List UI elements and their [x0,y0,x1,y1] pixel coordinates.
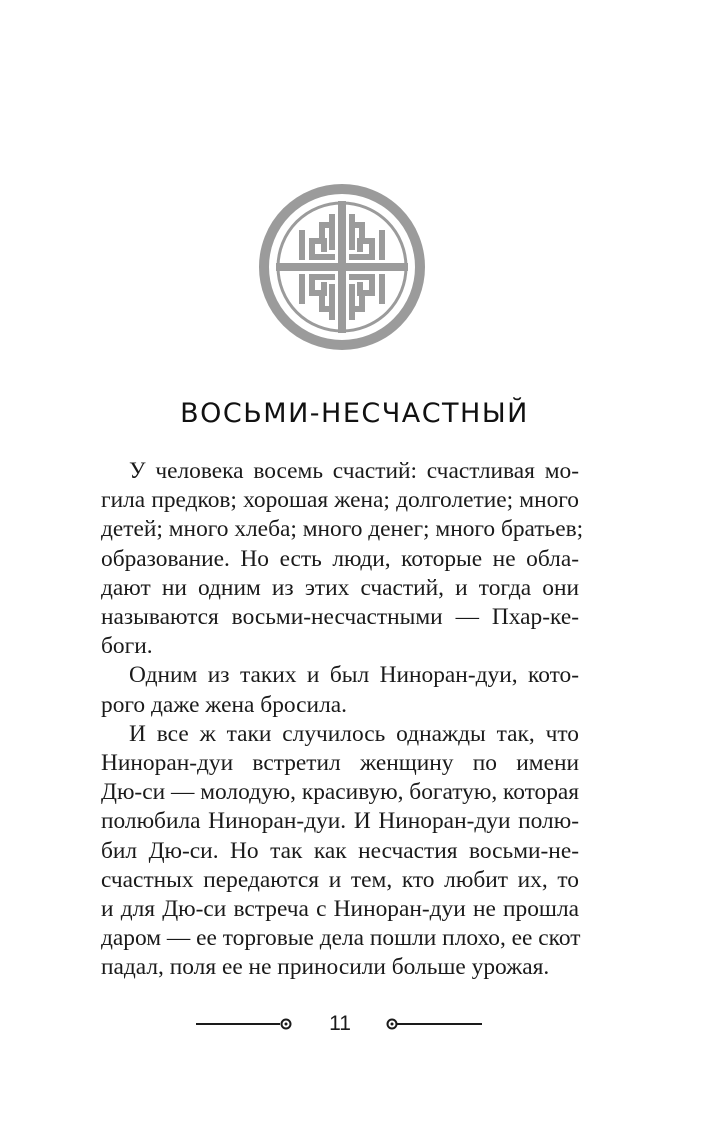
body-line: детей; много хлеба; много денег; много братьев; [101,516,584,543]
body-line: бил Дю-си. Но так как несчастия восьми-не- [101,837,579,864]
body-line: боги. [101,633,153,660]
body-line: дают ни одним из этих счастий, и тогда они [101,574,579,601]
body-line: даром — ее торговые дела пошли плохо, ее скот [101,925,581,952]
chapter-body [101,457,584,983]
page-number: 11 [329,1012,351,1035]
page-footer [196,1010,484,1038]
body-line: называются восьми-несчастными — Пхар-ке- [101,604,579,631]
shou-longevity-symbol-icon [258,183,426,351]
body-line: Одним из таких и был Ниноран-дуи, кото- [129,662,579,689]
body-line: счастных передаются и тем, кто любит их, то [101,866,579,893]
body-line: падал, поля ее не приносили больше урожая. [101,954,550,981]
body-line: И все ж таки случилось однажды так, что [129,720,579,747]
body-line: и для Дю-си встреча с Ниноран-дуи не прошла [101,896,579,923]
body-line: полюбила Ниноран-дуи. И Ниноран-дуи полю- [101,808,579,835]
body-line: рого даже жена бросила. [101,691,347,718]
body-line: Дю-си — молодую, красивую, богатую, которая [101,779,580,806]
shou-longevity-emblem [258,183,426,351]
body-line: образование. Но есть люди, которые не обла- [101,545,579,572]
body-line: Ниноран-дуи встретил женщину по имени [101,750,579,777]
chapter-title: ВОСЬМИ-НЕСЧАСТНЫЙ [180,398,529,429]
body-line: гила предков; хорошая жена; долголетие; много [101,487,579,514]
body-line: У человека восемь счастий: счастливая мо- [129,458,579,484]
footer-rule-right [396,1023,482,1025]
